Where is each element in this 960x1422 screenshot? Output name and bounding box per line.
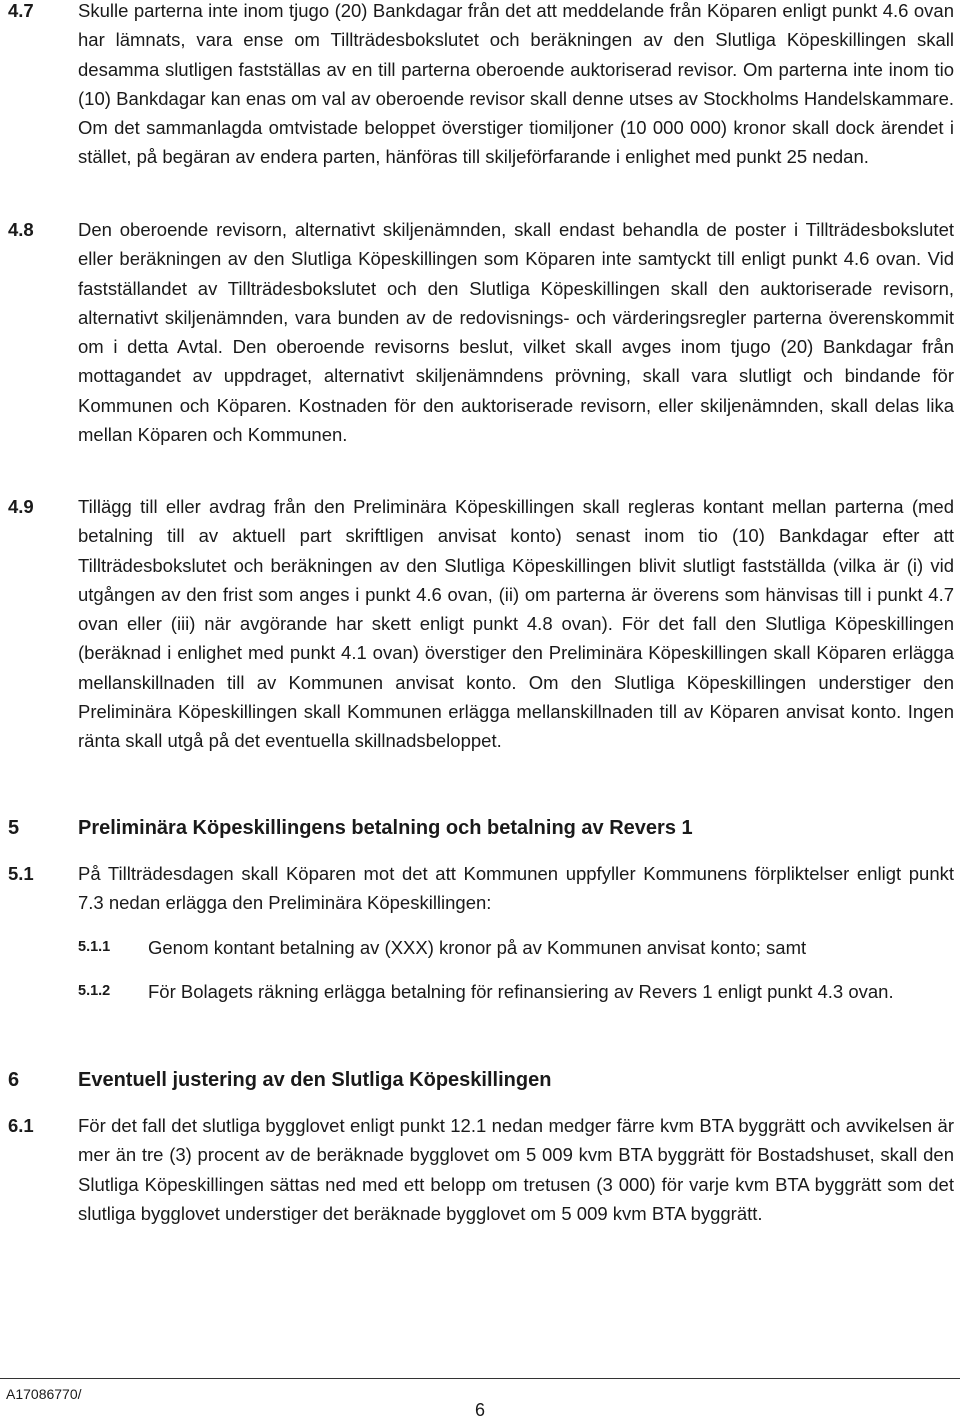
clause-text: Skulle parterna inte inom tjugo (20) Bankdagar från det att meddelande från Köparen enligt punkt 4.6 ovan har lämnats, vara ense om Tillträdesbokslutet och beräkningen av den Slutliga Köpeskillingen skall desamma slutligen fastställas av en till parterna oberoende auktoriserad revisor. Om parterna inte inom tio (10) Bankdagar kan enas om val av oberoende revisor skall denne utses av Stockholms Handelskammare. Om det sammanlagda omtvistade beloppet överstiger tiomiljoner (10 000 000) kronor skall dock ärendet i stället, på begäran av endera parten, hänföras till skiljeförfarande i enlighet med punkt 25 nedan. — [78, 0, 954, 168]
clause-number: 5.1.1 — [78, 939, 111, 955]
clause-text: På Tillträdesdagen skall Köparen mot det att Kommunen uppfyller Kommunens förpliktelser enligt punkt 7.3 nedan erlägga den Preliminära Köpeskillingen: — [78, 863, 954, 914]
page-number: 6 — [474, 1400, 485, 1420]
section-title: Eventuell justering av den Slutliga Köpeskillingen — [78, 1069, 552, 1091]
clause-number: 6.1 — [8, 1115, 34, 1136]
clause-text: För det fall det slutliga bygglovet enligt punkt 12.1 nedan medger färre kvm BTA byggrätt och avvikelsen är mer än tre (3) procent av de beräknade bygglovet om 5 009 kvm BTA byggrätt för Bostadshuset, skall den Slutliga Köpeskillingen sättas ned med ett belopp om tretusen (3 000) för varje kvm BTA byggrätt som det slutliga bygglovet understiger det beräknade bygglovet om 5 009 kvm BTA byggrätt. — [78, 1115, 954, 1224]
section-title: Preliminära Köpeskillingens betalning och betalning av Revers 1 — [78, 817, 693, 839]
clause-number: 4.7 — [8, 0, 34, 21]
document-reference: A17086770/ — [6, 1386, 82, 1402]
footer-divider — [0, 1378, 960, 1379]
clause-number: 5.1.2 — [78, 983, 111, 999]
clause-number: 5.1 — [8, 863, 34, 884]
section-number: 5 — [8, 817, 20, 839]
clause-text: Genom kontant betalning av (XXX) kronor på av Kommunen anvisat konto; samt — [148, 937, 807, 958]
section-number: 6 — [8, 1069, 20, 1091]
clause-text: För Bolagets räkning erlägga betalning för refinansiering av Revers 1 enligt punkt 4.3 ovan. — [148, 981, 894, 1002]
clause-number: 4.9 — [8, 496, 34, 517]
clause-number: 4.8 — [8, 219, 34, 240]
clause-text: Den oberoende revisorn, alternativt skiljenämnden, skall endast behandla de poster i Tillträdesbokslutet eller beräkningen av den Slutliga Köpeskillingen som Köparen inte samtyckt till enligt punkt 4.6 ovan. Vid fastställandet av Tillträdesbokslutet och den Slutliga Köpeskillingen skall den auktoriserade revisorn, alternativt skiljenämnden, vara bunden av de redovisnings- och värderingsregler parterna överenskommit om i detta Avtal. Den oberoende revisorns beslut, vilket skall avges inom tjugo (20) Bankdagar från mottagandet av uppdraget, alternativt skiljenämndens prövning, skall vara slutligt och bindande för Kommunen och Köparen. Kostnaden för den auktoriserade revisorn, eller skiljenämnden, skall delas lika mellan Köparen och Kommunen. — [78, 219, 954, 446]
clause-text: Tillägg till eller avdrag från den Preliminära Köpeskillingen skall regleras kontant mellan parterna (med betalning till av aktuell part skriftligen anvisat konto) senast inom tio (10) Bankdagar efter att Tillträdesbokslutet och beräkningen av den Slutliga Köpeskillingen blivit slutligt fastställda (vilka är (i) vid utgången av den frist som anges i punkt 4.6 ovan, (ii) om parterna är överens som hänvisas till i punkt 4.7 ovan eller (iii) när avgörande har skett enligt punkt 4.8 ovan). För det fall den Slutliga Köpeskillingen (beräknad i enlighet med punkt 4.1 ovan) överstiger den Preliminära Köpeskillingen skall Köparen erlägga mellanskillnaden till av Kommunen anvisat konto. Om den Slutliga Köpeskillingen understiger den Preliminära Köpeskillingen skall Kommunen erlägga mellanskillnaden till av Köparen anvisat konto. Ingen ränta skall utgå på det eventuella skillnadsbeloppet. — [78, 496, 954, 752]
